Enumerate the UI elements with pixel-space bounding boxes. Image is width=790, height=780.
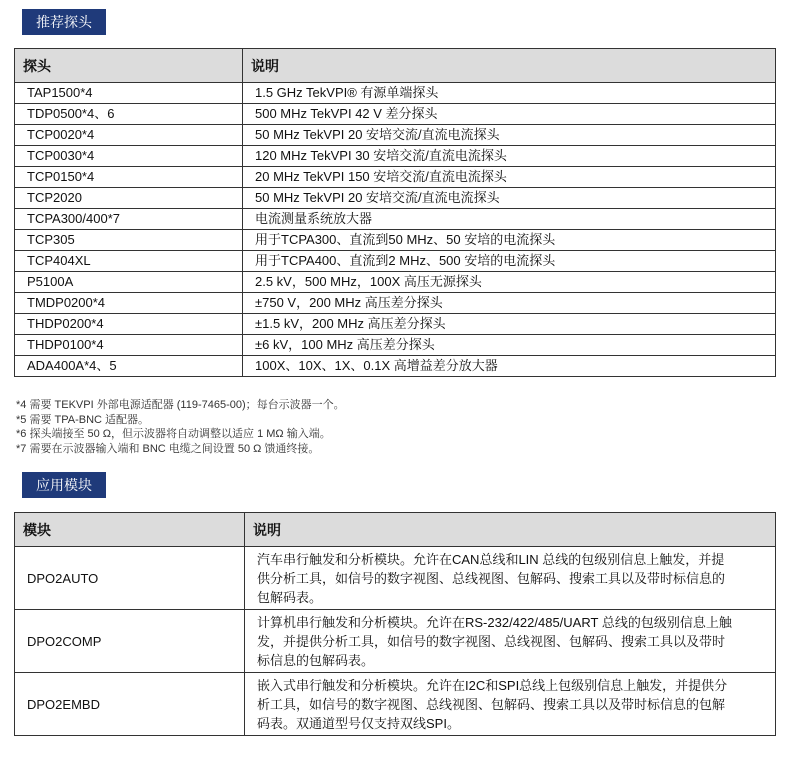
table-row	[15, 125, 776, 146]
footnote: *7 需要在示波器输入端和 BNC 电缆之间设置 50 Ω 馈通终接。	[16, 442, 320, 455]
module-model: DPO2EMBD	[15, 673, 245, 736]
probe-description: 120 MHz TekVPI 30 安培交流/直流电流探头	[243, 146, 776, 167]
table-row	[15, 230, 776, 251]
footnote: *5 需要 TPA-BNC 适配器。	[16, 413, 150, 426]
apps-table	[14, 512, 776, 736]
probe-description: 电流测量系统放大器	[243, 209, 776, 230]
probes-section-title: 推荐探头	[22, 9, 106, 35]
probe-description: 2.5 kV，500 MHz，100X 高压无源探头	[243, 272, 776, 293]
description-column-header: 说明	[245, 513, 776, 547]
table-row	[15, 146, 776, 167]
probe-model: ADA400A*4、5	[15, 356, 243, 377]
probe-model: TCP305	[15, 230, 243, 251]
module-description: 嵌入式串行触发和分析模块。允许在I2C和SPI总线上包级别信息上触发，并提供分析工具，如信号的数字视图、总线视图、包解码、搜索工具以及带时标信息的包解码表。双通道型号仅支持双线SPI。	[245, 673, 776, 736]
probes-table-body	[15, 83, 776, 377]
description-column-header: 说明	[243, 49, 776, 83]
probe-description: 500 MHz TekVPI 42 V 差分探头	[243, 104, 776, 125]
table-row	[15, 673, 776, 736]
probe-model: TCP0030*4	[15, 146, 243, 167]
table-row	[15, 251, 776, 272]
probe-model: P5100A	[15, 272, 243, 293]
probes-table	[14, 48, 776, 377]
table-row	[15, 272, 776, 293]
module-description: 汽车串行触发和分析模块。允许在CAN总线和LIN 总线的包级别信息上触发，并提供分析工具，如信号的数字视图、总线视图、包解码、搜索工具以及带时标信息的包解码表。	[245, 547, 776, 610]
probe-description: ±6 kV，100 MHz 高压差分探头	[243, 335, 776, 356]
table-header-row	[15, 49, 776, 83]
probe-model: TDP0500*4、6	[15, 104, 243, 125]
table-row	[15, 293, 776, 314]
footnote: *4 需要 TEKVPI 外部电源适配器 (119-7465-00)；每台示波器一个。	[16, 399, 345, 411]
probe-model: TCP0020*4	[15, 125, 243, 146]
table-row	[15, 356, 776, 377]
probe-footnotes	[16, 398, 345, 456]
probe-column-header: 探头	[15, 49, 243, 83]
table-row	[15, 83, 776, 104]
probe-description: 用于TCPA400、直流到2 MHz、500 安培的电流探头	[243, 251, 776, 272]
probe-description: 1.5 GHz TekVPI® 有源单端探头	[243, 83, 776, 104]
apps-section-title: 应用模块	[22, 472, 106, 498]
table-row	[15, 104, 776, 125]
probe-model: TMDP0200*4	[15, 293, 243, 314]
table-row	[15, 547, 776, 610]
probe-model: TAP1500*4	[15, 83, 243, 104]
probe-model: THDP0100*4	[15, 335, 243, 356]
module-model: DPO2COMP	[15, 610, 245, 673]
probe-description: 用于TCPA300、直流到50 MHz、50 安培的电流探头	[243, 230, 776, 251]
probe-description: 50 MHz TekVPI 20 安培交流/直流电流探头	[243, 125, 776, 146]
probe-model: TCPA300/400*7	[15, 209, 243, 230]
apps-table-body	[15, 547, 776, 736]
module-column-header: 模块	[15, 513, 245, 547]
probe-description: 20 MHz TekVPI 150 安培交流/直流电流探头	[243, 167, 776, 188]
probe-description: ±1.5 kV，200 MHz 高压差分探头	[243, 314, 776, 335]
probe-model: THDP0200*4	[15, 314, 243, 335]
module-model: DPO2AUTO	[15, 547, 245, 610]
probe-model: TCP0150*4	[15, 167, 243, 188]
probe-model: TCP2020	[15, 188, 243, 209]
footnote: *6 探头端接至 50 Ω，但示波器将自动调整以适应 1 MΩ 输入端。	[16, 428, 331, 440]
table-row	[15, 335, 776, 356]
probe-description: 50 MHz TekVPI 20 安培交流/直流电流探头	[243, 188, 776, 209]
table-row	[15, 209, 776, 230]
probe-description: ±750 V，200 MHz 高压差分探头	[243, 293, 776, 314]
module-description: 计算机串行触发和分析模块。允许在RS-232/422/485/UART 总线的包级别信息上触发，并提供分析工具，如信号的数字视图、总线视图、包解码、搜索工具以及带时标信息的包解码表。	[245, 610, 776, 673]
table-row	[15, 610, 776, 673]
table-row	[15, 188, 776, 209]
probe-model: TCP404XL	[15, 251, 243, 272]
table-header-row	[15, 513, 776, 547]
probe-description: 100X、10X、1X、0.1X 高增益差分放大器	[243, 356, 776, 377]
table-row	[15, 167, 776, 188]
table-row	[15, 314, 776, 335]
